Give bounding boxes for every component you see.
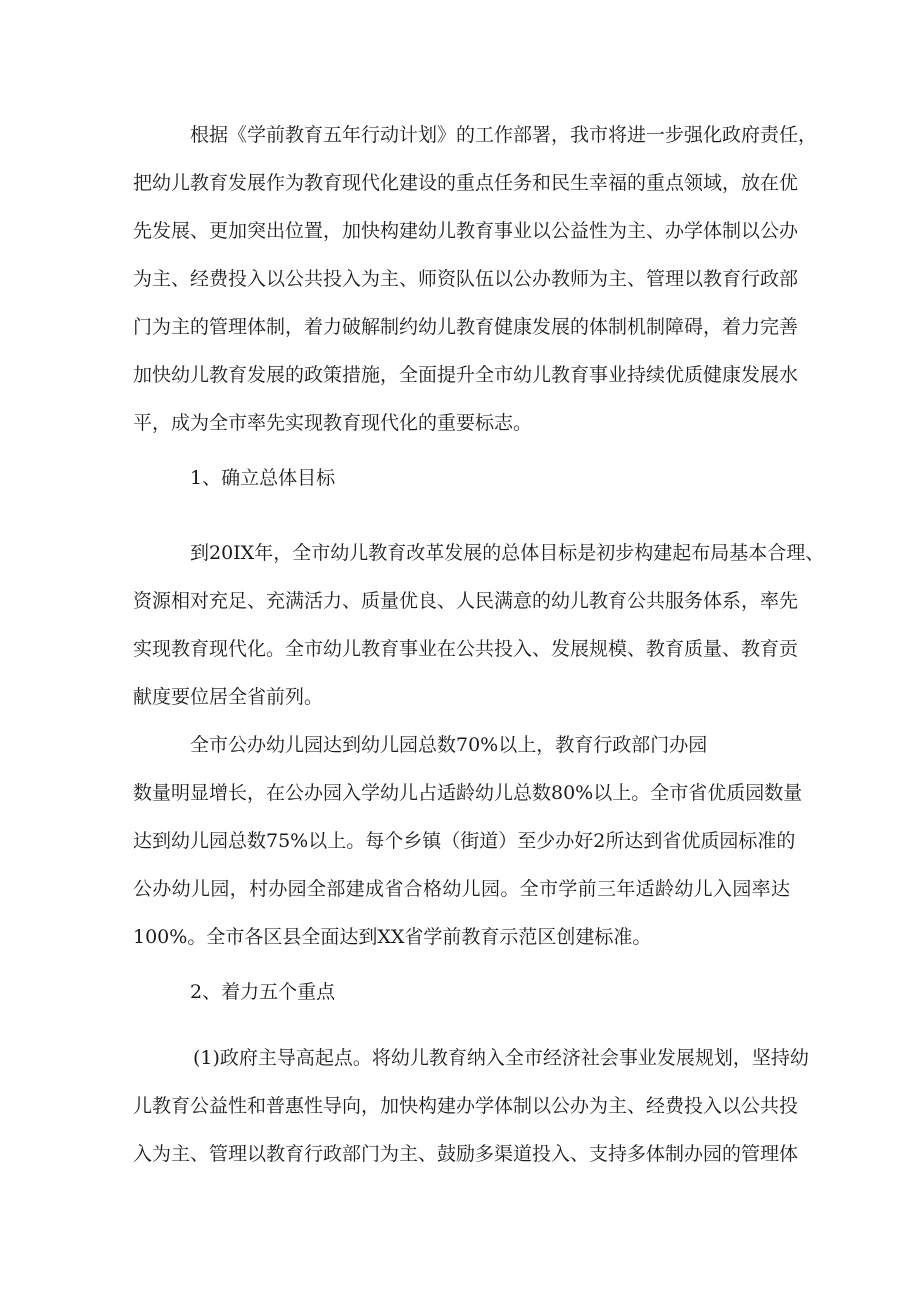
paragraph-1-line-6: 加快幼儿教育发展的政策措施，全面提升全市幼儿教育事业持续优质健康发展水 [133, 364, 799, 386]
paragraph-1-line-4: 为主、经费投入以公共投入为主、师资队伍以公办教师为主、管理以教育行政部 [133, 268, 799, 290]
paragraph-4-line-2: 儿教育公益性和普惠性导向，加快构建办学体制以公办为主、经费投入以公共投 [133, 1095, 799, 1117]
paragraph-2-line-4: 献度要位居全省前列。 [133, 686, 324, 708]
section-heading-2: 2、着力五个重点 [190, 981, 336, 1003]
paragraph-1-line-1: 根据《学前教育五年行动计划》的工作部署，我市将进一步强化政府责任， [190, 124, 818, 146]
paragraph-3-line-2: 数量明显增长，在公办园入学幼儿占适龄幼儿总数80%以上。全市省优质园数量 [133, 782, 803, 804]
paragraph-4-line-3: 入为主、管理以教育行政部门为主、鼓励多渠道投入、支持多体制办园的管理体 [133, 1143, 799, 1165]
paragraph-2-line-2: 资源相对充足、充满活力、质量优良、人民满意的幼儿教育公共服务体系，率先 [133, 590, 799, 612]
paragraph-1-line-7: 平，成为全市率先实现教育现代化的重要标志。 [133, 412, 533, 434]
section-heading-1: 1、确立总体目标 [190, 467, 336, 489]
paragraph-3-line-4: 公办幼儿园，村办园全部建成省合格幼儿园。全市学前三年适龄幼儿入园率达 [133, 878, 790, 900]
paragraph-1-line-3: 先发展、更加突出位置，加快构建幼儿教育事业以公益性为主、办学体制以公办 [133, 220, 799, 242]
paragraph-3-line-3: 达到幼儿园总数75%以上。每个乡镇（街道）至少办好2所达到省优质园标准的 [133, 830, 796, 852]
paragraph-1-line-5: 门为主的管理体制，着力破解制约幼儿教育健康发展的体制机制障碍，着力完善 [133, 316, 799, 338]
paragraph-2-line-3: 实现教育现代化。全市幼儿教育事业在公共投入、发展规模、教育质量、教育贡 [133, 638, 799, 660]
paragraph-4-line-1: (1)政府主导高起点。将幼儿教育纳入全市经济社会事业发展规划，坚持幼 [193, 1047, 809, 1069]
paragraph-3-line-1: 全市公办幼儿园达到幼儿园总数70%以上，教育行政部门办园 [190, 734, 708, 756]
paragraph-1-line-2: 把幼儿教育发展作为教育现代化建设的重点任务和民生幸福的重点领域，放在优 [133, 172, 799, 194]
paragraph-3-line-5: 100%。全市各区县全面达到XX省学前教育示范区创建标准。 [133, 926, 652, 948]
paragraph-2-line-1: 到20IX年，全市幼儿教育改革发展的总体目标是初步构建起布局基本合理、 [190, 542, 825, 564]
